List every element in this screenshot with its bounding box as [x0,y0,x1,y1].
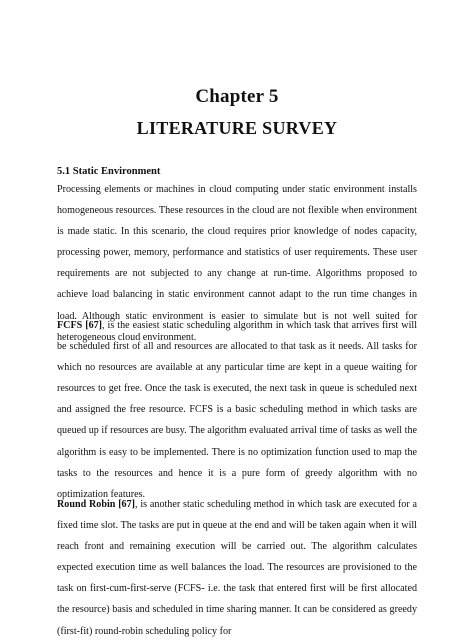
paragraph-text: , is another static scheduling method in which task are executed for a fixed time slot. The tasks are put in queue at the end and will be taken again when it will reach front and remaining execution will be carried out. The algorithm calculates expected execution time as well balances the load. The resources are provisioned to the task on first-cum-first-serve (FCFS- i.e. the task that entered first will be first allocated the resource) basis and scheduled in time sharing manner. It can be considered as greedy (first-fit) round-robin scheduling policy for [57,499,417,637]
paragraph-fcfs [57,315,417,505]
paragraph-lead-fcfs: FCFS [67] [57,320,103,331]
section-heading: 5.1 Static Environment [57,166,161,177]
paragraph-text: , is the easiest static scheduling algorithm in which task that arrives first will be scheduled first of all and resources are allocated to that task as it needs. All tasks for which no resources are available at any particular time are kept in a queue waiting for resources to get free. Once the task is executed, the next task in queue is scheduled next and assigned the free resource. FCFS is a basic scheduling method in which tasks are queued up if resources are busy. The algorithm evaluated arrival time of tasks as well the algorithm is easy to be implemented. There is no optimization function used to map the tasks to the resources and hence it is a pure form of greedy algorithm with no optimization features. [57,320,417,500]
chapter-title: LITERATURE SURVEY [136,118,338,138]
paragraph-lead-round-robin: Round Robin [67] [57,499,136,510]
chapter-number: Chapter 5 [195,86,279,107]
paragraph-text: Processing elements or machines in cloud computing under static environment installs homogeneous resources. These resources in the cloud are not flexible when environment is made static. In this scenario, the cloud requires prior knowledge of nodes capacity, processing power, memory, performance and statistics of user requirements. These user requirements are not subjected to any change at run-time. Algorithms proposed to achieve load balancing in static environment cannot adapt to the run time changes in load. Although static environment is easier to simulate but is not well suited for heterogeneous cloud environment. [57,184,417,343]
paragraph-round-robin [57,494,417,642]
